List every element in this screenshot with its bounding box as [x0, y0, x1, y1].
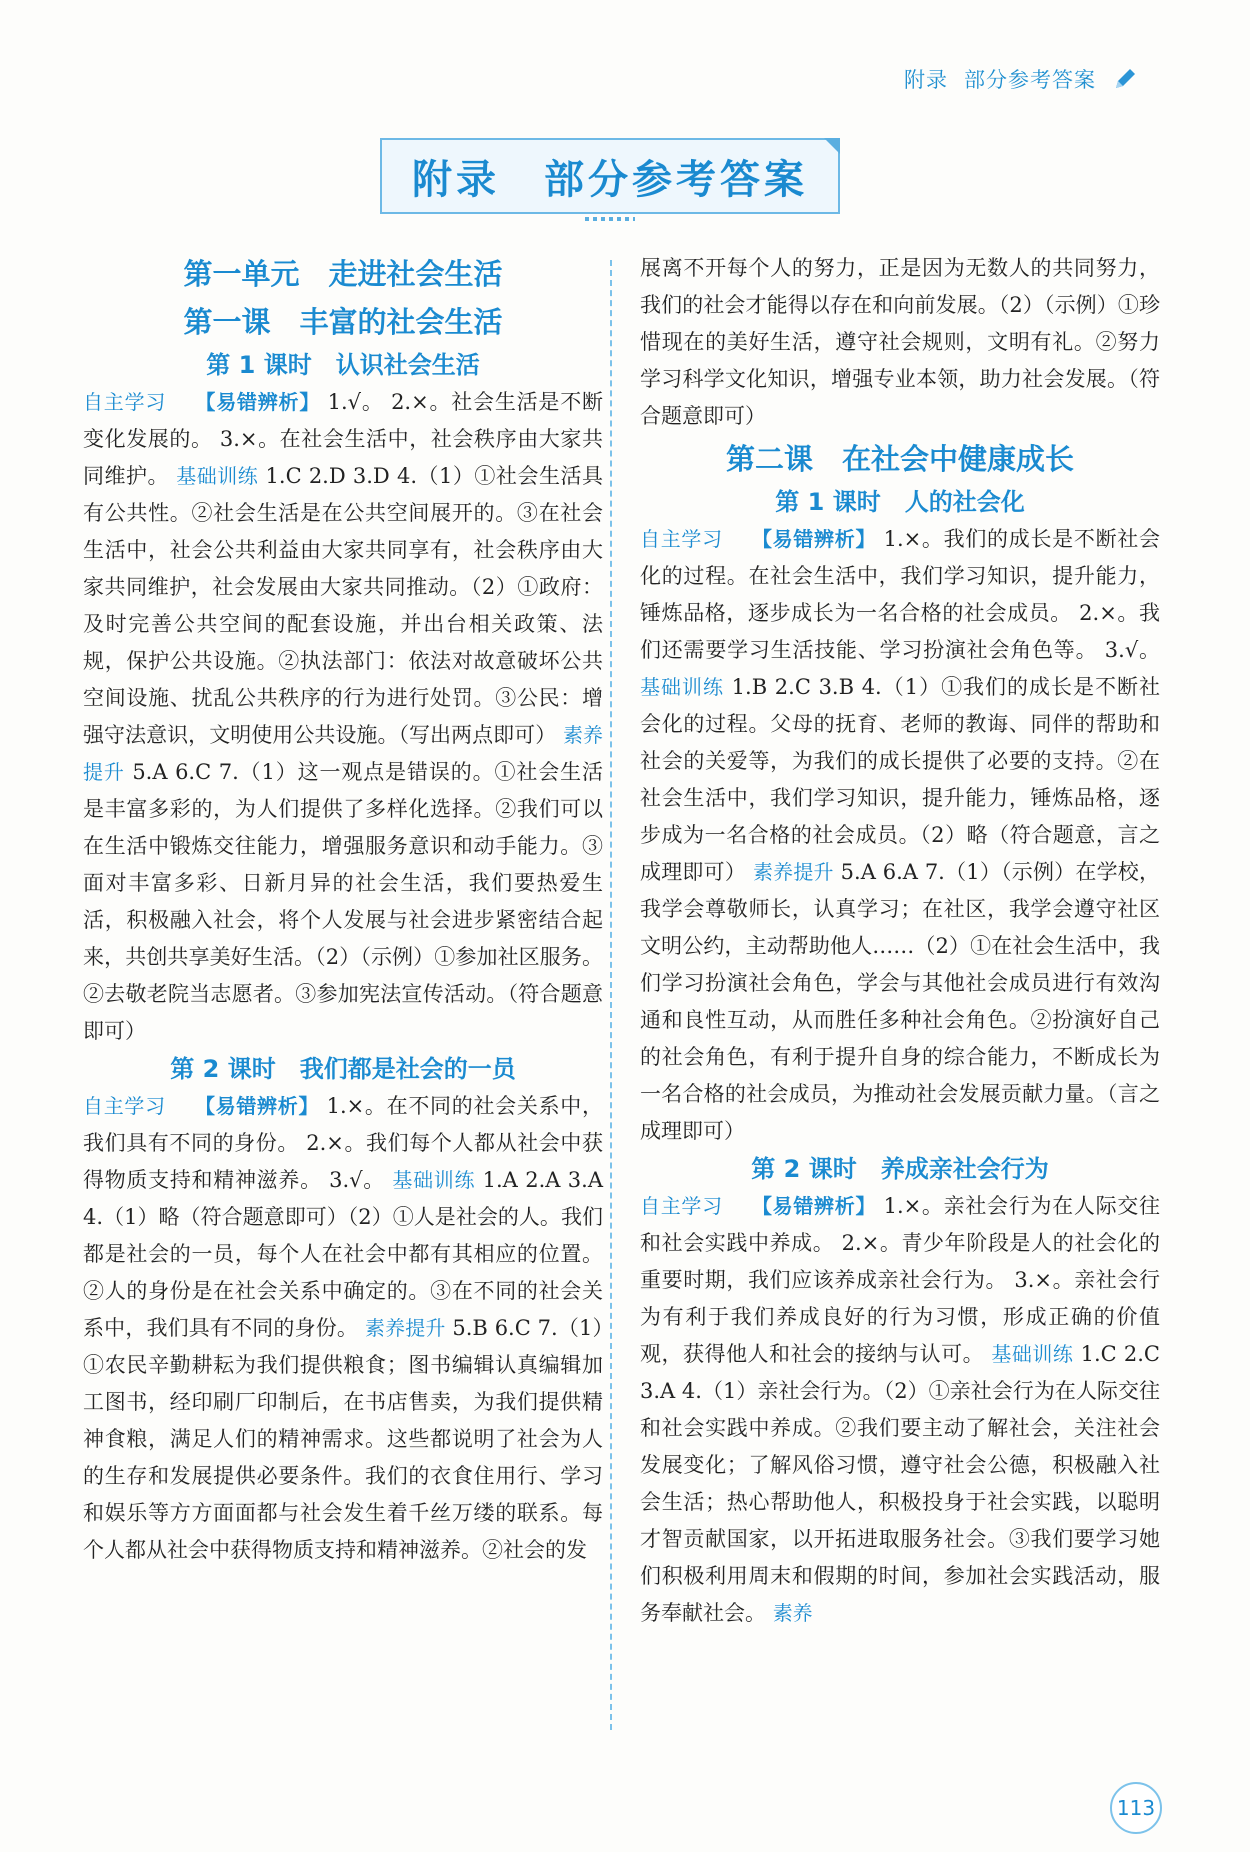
- section-tag: 素养提升: [752, 860, 834, 884]
- running-head-title: 部分参考答案: [964, 68, 1096, 92]
- right-column: [640, 250, 1160, 1632]
- pencil-icon: [1112, 66, 1138, 92]
- appendix-title-box: [380, 138, 840, 214]
- answer-paragraph: [83, 384, 603, 1050]
- unit-heading: 第一单元 走进社会生活: [183, 257, 503, 291]
- answer-text: 1.C 2.C 3.A 4.（1）亲社会行为。（2）①亲社会行为在人际交往和社会实践中养成。②我们要主动了解社会，关注社会发展变化；了解风俗习惯，遵守社会公德，积极融入社会生活；热心帮助他人，积极投身于社会实践，以聪明才智贡献国家，以开拓进取服务社会。③我们要学习她们积极利用周末和假期的时间，参加社会实践活动，服务奉献社会。: [640, 1342, 1160, 1625]
- section-tag: 基础训练: [640, 675, 724, 699]
- section-tag: 基础训练: [991, 1342, 1074, 1366]
- period-heading-2-1: 第 1 课时 人的社会化: [775, 488, 1025, 516]
- answer-paragraph: [83, 1088, 603, 1569]
- title-dots-decoration: [585, 217, 635, 221]
- page-title: 附录 部分参考答案: [412, 156, 808, 203]
- section-tag: 基础训练: [176, 464, 259, 488]
- section-tag: 自主学习: [83, 390, 167, 414]
- answer-paragraph: 展离不开每个人的努力，正是因为无数人的共同努力，我们的社会才能得以存在和向前发展。（2）（示例）①珍惜现在的美好生活，遵守社会规则，文明有礼。②努力学习科学文化知识，增强专业本领，助力社会发展。（符合题意即可）: [640, 256, 1160, 428]
- answer-text: 1.B 2.C 3.B 4.（1）①我们的成长是不断社会化的过程。父母的抚育、老师的教诲、同伴的帮助和社会的关爱等，为我们的成长提供了必要的支持。②在社会生活中，我们学习知识，提升能力，锤炼品格，逐步成为一名合格的社会成员。（2）略（符合题意，言之成理即可）: [640, 675, 1160, 884]
- column-divider: [610, 260, 612, 1730]
- left-column: [83, 250, 603, 1569]
- section-tag: 素养提升: [83, 723, 604, 784]
- section-tag: 基础训练: [392, 1168, 476, 1192]
- answer-text: 5.A 6.C 7.（1）这一观点是错误的。①社会生活是丰富多彩的，为人们提供了多样化选择。②我们可以在生活中锻炼交往能力，增强服务意识和动手能力。③面对丰富多彩、日新月异的社会生活，我们要热爱生活，积极融入社会，将个人发展与社会进步紧密结合起来，共创共享美好生活。（2）（示例）①参加社区服务。②去敬老院当志愿者。③参加宪法宣传活动。（符合题意即可）: [83, 760, 603, 1043]
- section-tag: 【易错辨析】: [751, 527, 877, 551]
- answer-text: 1.A 2.A 3.A 4.（1）略（符合题意即可）（2）①人是社会的人。我们都是社会的一员，每个人在社会中都有其相应的位置。②人的身份是在社会关系中确定的。③在不同的社会关系中，我们具有不同的身份。: [83, 1168, 603, 1340]
- section-tag: 素养提升: [364, 1316, 446, 1340]
- lesson-heading-1: 第一课 丰富的社会生活: [183, 305, 503, 339]
- answer-paragraph: [640, 521, 1160, 1150]
- running-head: [904, 64, 1138, 94]
- answer-text: 1.×。在不同的社会关系中，我们具有不同的身份。 2.×。我们每个人都从社会中获得物质支持和精神滋养。 3.√。: [83, 1094, 603, 1192]
- section-tag: 【易错辨析】: [195, 390, 321, 414]
- page-number: 113: [1110, 1782, 1162, 1834]
- running-head-section: 附录: [904, 68, 948, 92]
- answer-paragraph: [640, 1188, 1160, 1632]
- answer-text: 1.×。亲社会行为在人际交往和社会实践中养成。 2.×。青少年阶段是人的社会化的重要时期，我们应该养成亲社会行为。 3.×。亲社会行为有利于我们养成良好的行为习惯，形成正确的价值观，获得他人和社会的接纳与认可。: [640, 1194, 1160, 1366]
- section-tag: 自主学习: [640, 1194, 723, 1218]
- answer-text: 5.A 6.A 7.（1）（示例）在学校，我学会尊敬师长，认真学习；在社区，我学会遵守社区文明公约，主动帮助他人……（2）①在社会生活中，我们学习扮演社会角色，学会与其他社会成员进行有效沟通和良性互动，从而胜任多种社会角色。②扮演好自己的社会角色，有利于提升自身的综合能力，不断成长为一名合格的社会成员，为推动社会发展贡献力量。（言之成理即可）: [640, 860, 1160, 1143]
- lesson-heading-2: 第二课 在社会中健康成长: [725, 442, 1074, 476]
- answer-text: 5.B 6.C 7.（1）①农民辛勤耕耘为我们提供粮食；图书编辑认真编辑加工图书，经印刷厂印制后，在书店售卖，为我们提供精神食粮，满足人们的精神需求。这些都说明了社会为人的生存和发展提供必要条件。我们的衣食住用行、学习和娱乐等方方面面都与社会发生着千丝万缕的联系。每个人都从社会中获得物质支持和精神滋养。②社会的发: [83, 1316, 604, 1562]
- answer-text: 1.C 2.D 3.D 4.（1）①社会生活具有公共性。②社会生活是在公共空间展开的。③在社会生活中，社会公共利益由大家共同享有，社会秩序由大家共同维护，社会发展由大家共同推动。（2）①政府：及时完善公共空间的配套设施，并出台相关政策、法规，保护公共设施。②执法部门：依法对故意破坏公共空间设施、扰乱公共秩序的行为进行处罚。③公民：增强守法意识，文明使用公共设施。（写出两点即可）: [83, 464, 603, 747]
- section-tag: 【易错辨析】: [194, 1094, 320, 1118]
- answer-text: 1.×。我们的成长是不断社会化的过程。在社会生活中，我们学习知识，提升能力，锤炼品格，逐步成长为一名合格的社会成员。 2.×。我们还需要学习生活技能、学习扮演社会角色等。 3.√。: [640, 527, 1160, 662]
- period-heading-1-2: 第 2 课时 我们都是社会的一员: [170, 1055, 516, 1083]
- section-tag: 自主学习: [640, 527, 723, 551]
- section-tag: 【易错辨析】: [751, 1194, 877, 1218]
- section-tag: 自主学习: [83, 1094, 166, 1118]
- answer-text: 1.√。 2.×。社会生活是不断变化发展的。 3.×。在社会生活中，社会秩序由大家共同维护。: [83, 390, 603, 488]
- period-heading-2-2: 第 2 课时 养成亲社会行为: [751, 1155, 1049, 1183]
- period-heading-1-1: 第 1 课时 认识社会生活: [206, 351, 480, 379]
- section-tag: 素养: [772, 1601, 813, 1625]
